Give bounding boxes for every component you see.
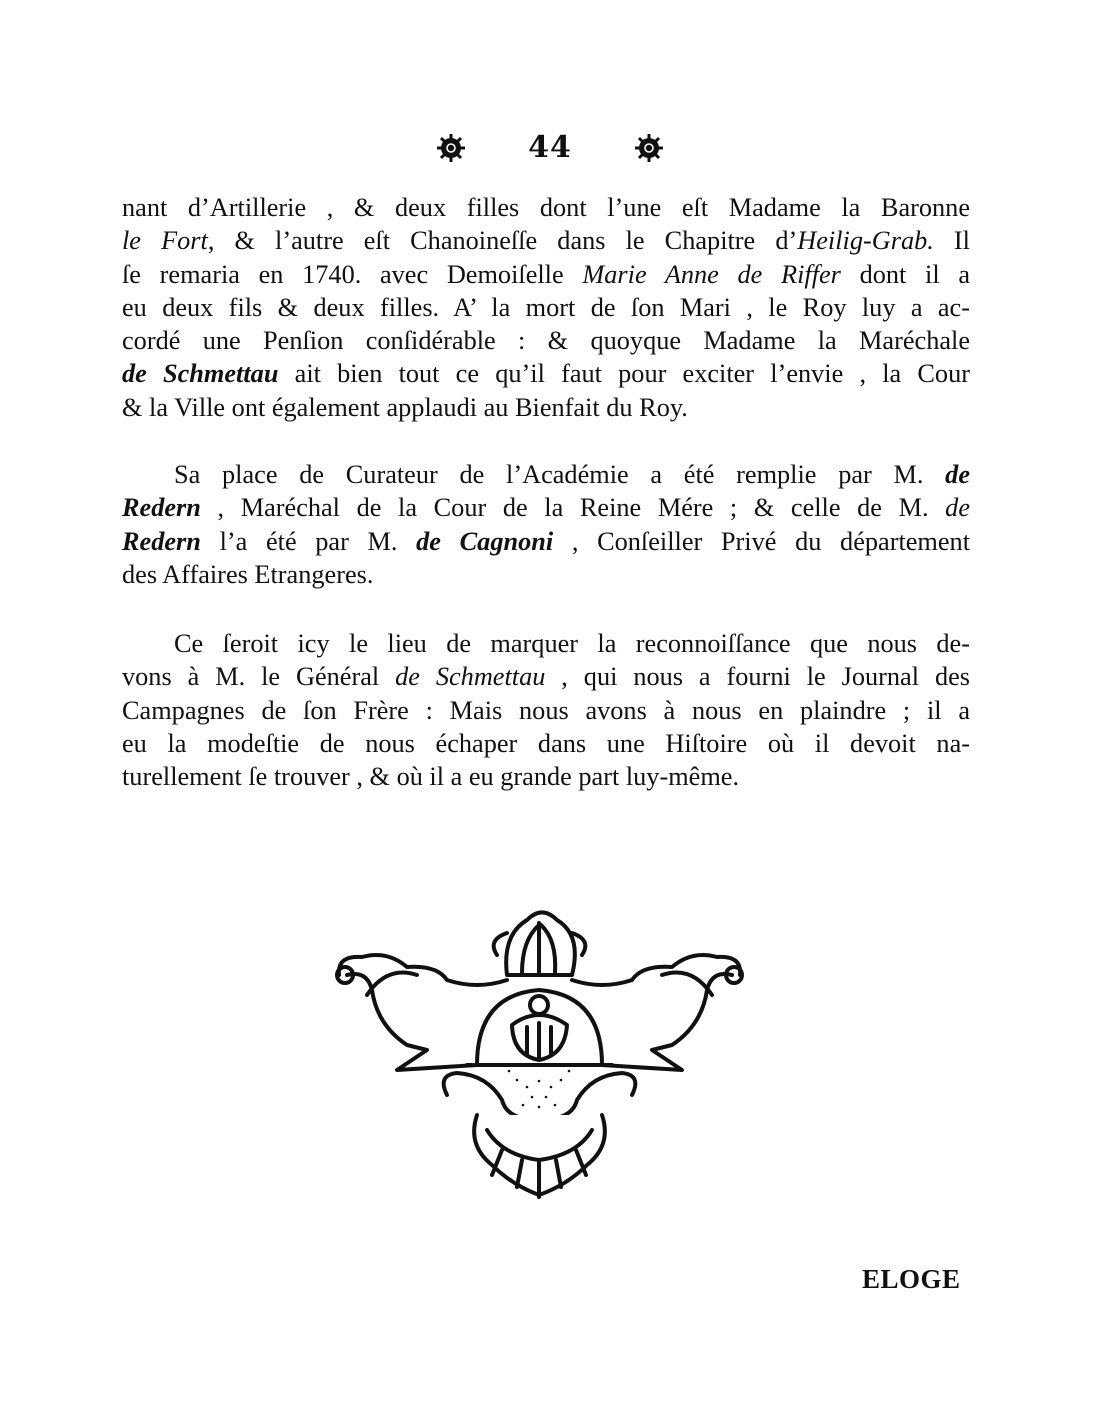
text-run: Il [933, 226, 970, 256]
text-run: des Affaires Etrangeres. [122, 559, 374, 589]
paragraph-continued [122, 191, 970, 424]
bold-italic-name: de Cagnoni [416, 526, 554, 556]
text-run: cordé une Penſion conſidérable : & quoyque Madame la Maréchale [122, 326, 970, 356]
ornament-strokes [337, 913, 742, 1198]
text-run: nant d’Artillerie , & deux filles dont l’une eſt Madame la Baronne [122, 193, 970, 222]
italic-name: de Schmettau [395, 662, 546, 692]
text-line [122, 760, 970, 793]
text-run: , Conſeiller Privé du département [553, 526, 971, 556]
paragraph-acknowledgement [122, 627, 970, 793]
text-run: , Maréchal de la Cour de la Reine Mére ; & celle de M. [200, 493, 946, 523]
italic-name: le Fort [122, 226, 208, 256]
text-run: , & l’autre eſt Chanoineſſe dans le Chapitre d’ [207, 226, 798, 256]
text-line [122, 727, 970, 760]
text-run: eu la modeſtie de nous échaper dans une Hiſtoire où il devoit na- [122, 728, 970, 758]
italic-name: Marie Anne de Riffer [582, 259, 841, 289]
page-header [0, 130, 1100, 165]
text-line [122, 291, 970, 324]
fleuron-icon [634, 133, 664, 163]
text-line [122, 458, 970, 491]
text-run: eu deux fils & deux filles. A’ la mort de ſon Mari , le Roy luy a ac- [122, 292, 970, 322]
text-line [122, 525, 970, 558]
bold-italic-name: Redern [122, 493, 201, 523]
text-line [122, 391, 970, 424]
text-line [122, 558, 970, 591]
text-run: vons à M. le Général [122, 662, 396, 692]
text-line [122, 191, 970, 224]
text-run: , qui nous a fourni le Journal des [545, 662, 970, 692]
text-line [122, 258, 970, 291]
ornament-left-arm [339, 955, 507, 985]
text-run: ſe remaria en 1740. avec Demoiſelle [122, 259, 583, 289]
text-run: ait bien tout ce qu’il faut pour exciter l’envie , la Cour [278, 359, 970, 389]
paragraph-curator [122, 458, 970, 591]
text-run: dont il a [840, 259, 970, 289]
catchword: ELOGE [862, 1264, 961, 1294]
text-line [122, 694, 970, 727]
bold-italic-name: Redern [122, 526, 201, 556]
text-line [122, 324, 970, 357]
ornament-right-arm [572, 955, 740, 985]
ornament-stipple [508, 1070, 571, 1109]
bold-italic-name: de Schmettau [122, 359, 279, 389]
italic-name: Heilig-Grab. [797, 226, 934, 256]
text-line [122, 660, 970, 693]
text-run: l’a été par M. [200, 526, 417, 556]
fleuron-icon [436, 133, 466, 163]
text-run: turellement ſe trouver , & où il a eu grande part luy-même. [122, 762, 740, 792]
text-run: Campagnes de ſon Frère : Mais nous avons à nous en plaindre ; il a [122, 695, 970, 725]
text-line [122, 224, 970, 257]
text-run: Ce ſeroit icy le lieu de marquer la reconnoiſſance que nous de- [174, 629, 970, 658]
text-run: Sa place de Curateur de l’Académie a été remplie par M. [174, 460, 946, 489]
text-run: & la Ville ont également applaudi au Bienfait du Roy. [122, 392, 688, 422]
baroque-tailpiece-ornament [327, 895, 752, 1205]
text-line [122, 491, 970, 524]
italic-name: de [945, 493, 970, 523]
bold-italic-name: de [945, 460, 970, 489]
text-line [122, 357, 970, 390]
text-line [122, 627, 970, 660]
page-number: 44 [528, 130, 572, 165]
